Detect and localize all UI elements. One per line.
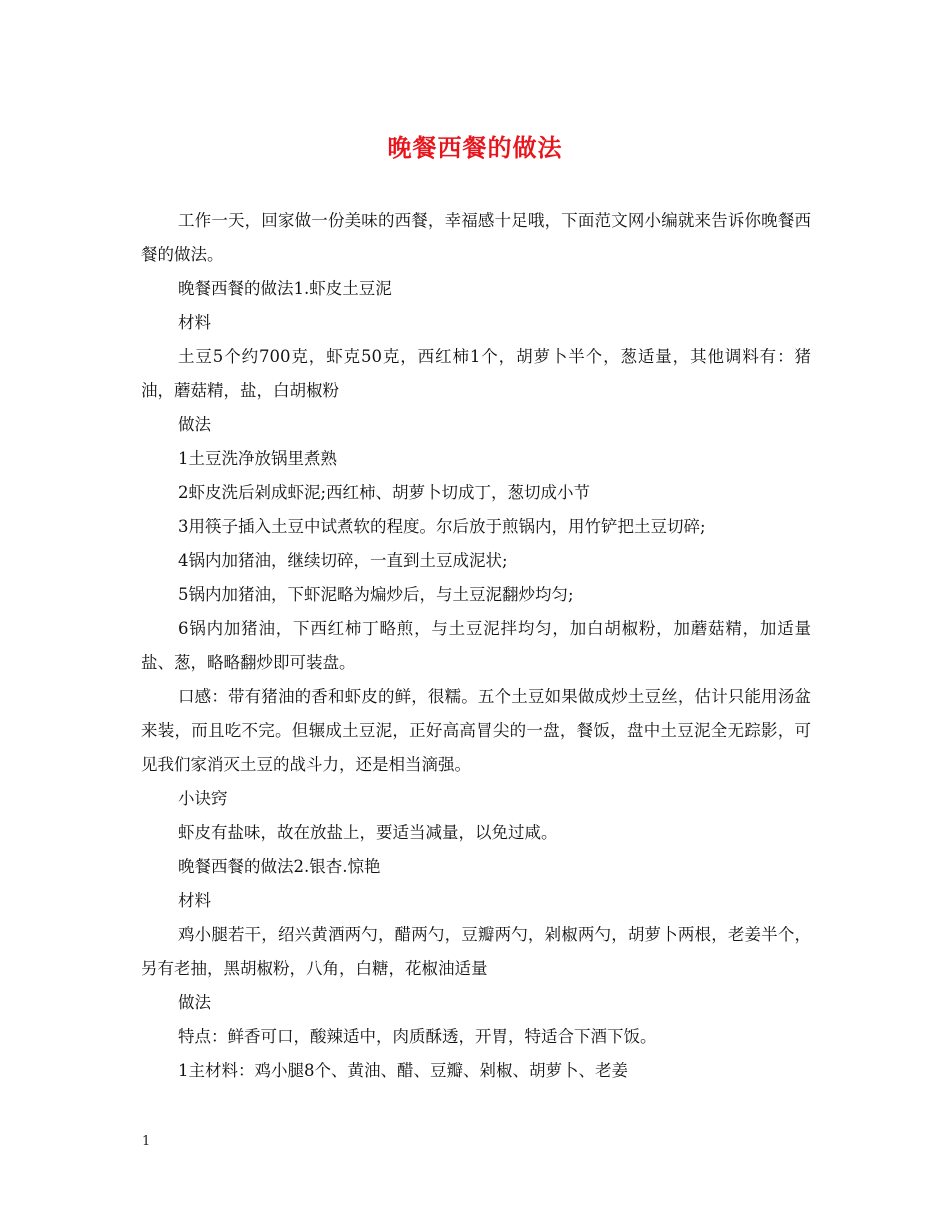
paragraph-method2-label: 做法 bbox=[178, 993, 211, 1012]
paragraph-main-ingredients: 1主材料：鸡小腿8个、黄油、醋、豆瓣、剁椒、胡萝卜、老姜 bbox=[178, 1061, 628, 1080]
document-body bbox=[141, 204, 811, 1088]
paragraph-recipe1-heading: 晚餐西餐的做法1.虾皮土豆泥 bbox=[178, 279, 392, 298]
paragraph-ingredients-label: 材料 bbox=[178, 313, 211, 332]
paragraph-step-4: 4锅内加猪油，继续切碎，一直到土豆成泥状; bbox=[178, 551, 508, 570]
paragraph-ingredients2: 鸡小腿若干，绍兴黄酒两勺，醋两勺，豆瓣两勺，剁椒两勺，胡萝卜两根，老姜半个，另有老抽，黑胡椒粉，八角，白糖，花椒油适量 bbox=[141, 925, 811, 978]
paragraph-tips-label: 小诀窍 bbox=[178, 789, 228, 808]
paragraph-features: 特点：鲜香可口，酸辣适中，肉质酥透，开胃，特适合下酒下饭。 bbox=[178, 1027, 657, 1046]
paragraph-taste: 口感：带有猪油的香和虾皮的鲜，很糯。五个土豆如果做成炒土豆丝，估计只能用汤盆来装，而且吃不完。但辗成土豆泥，正好高高冒尖的一盘，餐饭，盘中土豆泥全无踪影，可见我们家消灭土豆的战斗力，还是相当滴强。 bbox=[141, 687, 811, 774]
page-number: 1 bbox=[142, 1134, 151, 1149]
paragraph-intro: 工作一天，回家做一份美味的西餐，幸福感十足哦，下面范文网小编就来告诉你晚餐西餐的做法。 bbox=[141, 211, 811, 264]
paragraph-method-label: 做法 bbox=[178, 415, 211, 434]
paragraph-step-3: 3用筷子插入土豆中试煮软的程度。尔后放于煎锅内，用竹铲把土豆切碎; bbox=[178, 517, 706, 536]
paragraph-ingredients: 土豆5个约700克，虾克50克，西红柿1个，胡萝卜半个，葱适量，其他调料有：猪油，蘑菇精，盐，白胡椒粉 bbox=[141, 347, 811, 400]
paragraph-step-6: 6锅内加猪油，下西红柿丁略煎，与土豆泥拌均匀，加白胡椒粉，加蘑菇精，加适量盐、葱，略略翻炒即可装盘。 bbox=[141, 619, 811, 672]
paragraph-step-1: 1土豆洗净放锅里煮熟 bbox=[178, 449, 337, 468]
paragraph-step-2: 2虾皮洗后剁成虾泥;西红柿、胡萝卜切成丁，葱切成小节 bbox=[178, 483, 591, 502]
paragraph-ingredients2-label: 材料 bbox=[178, 891, 211, 910]
paragraph-step-5: 5锅内加猪油，下虾泥略为煸炒后，与土豆泥翻炒均匀; bbox=[178, 585, 574, 604]
paragraph-tips: 虾皮有盐味，故在放盐上，要适当减量，以免过咸。 bbox=[178, 823, 558, 842]
paragraph-recipe2-heading: 晚餐西餐的做法2.银杏.惊艳 bbox=[178, 857, 381, 876]
document-title: 晚餐西餐的做法 bbox=[387, 133, 563, 162]
